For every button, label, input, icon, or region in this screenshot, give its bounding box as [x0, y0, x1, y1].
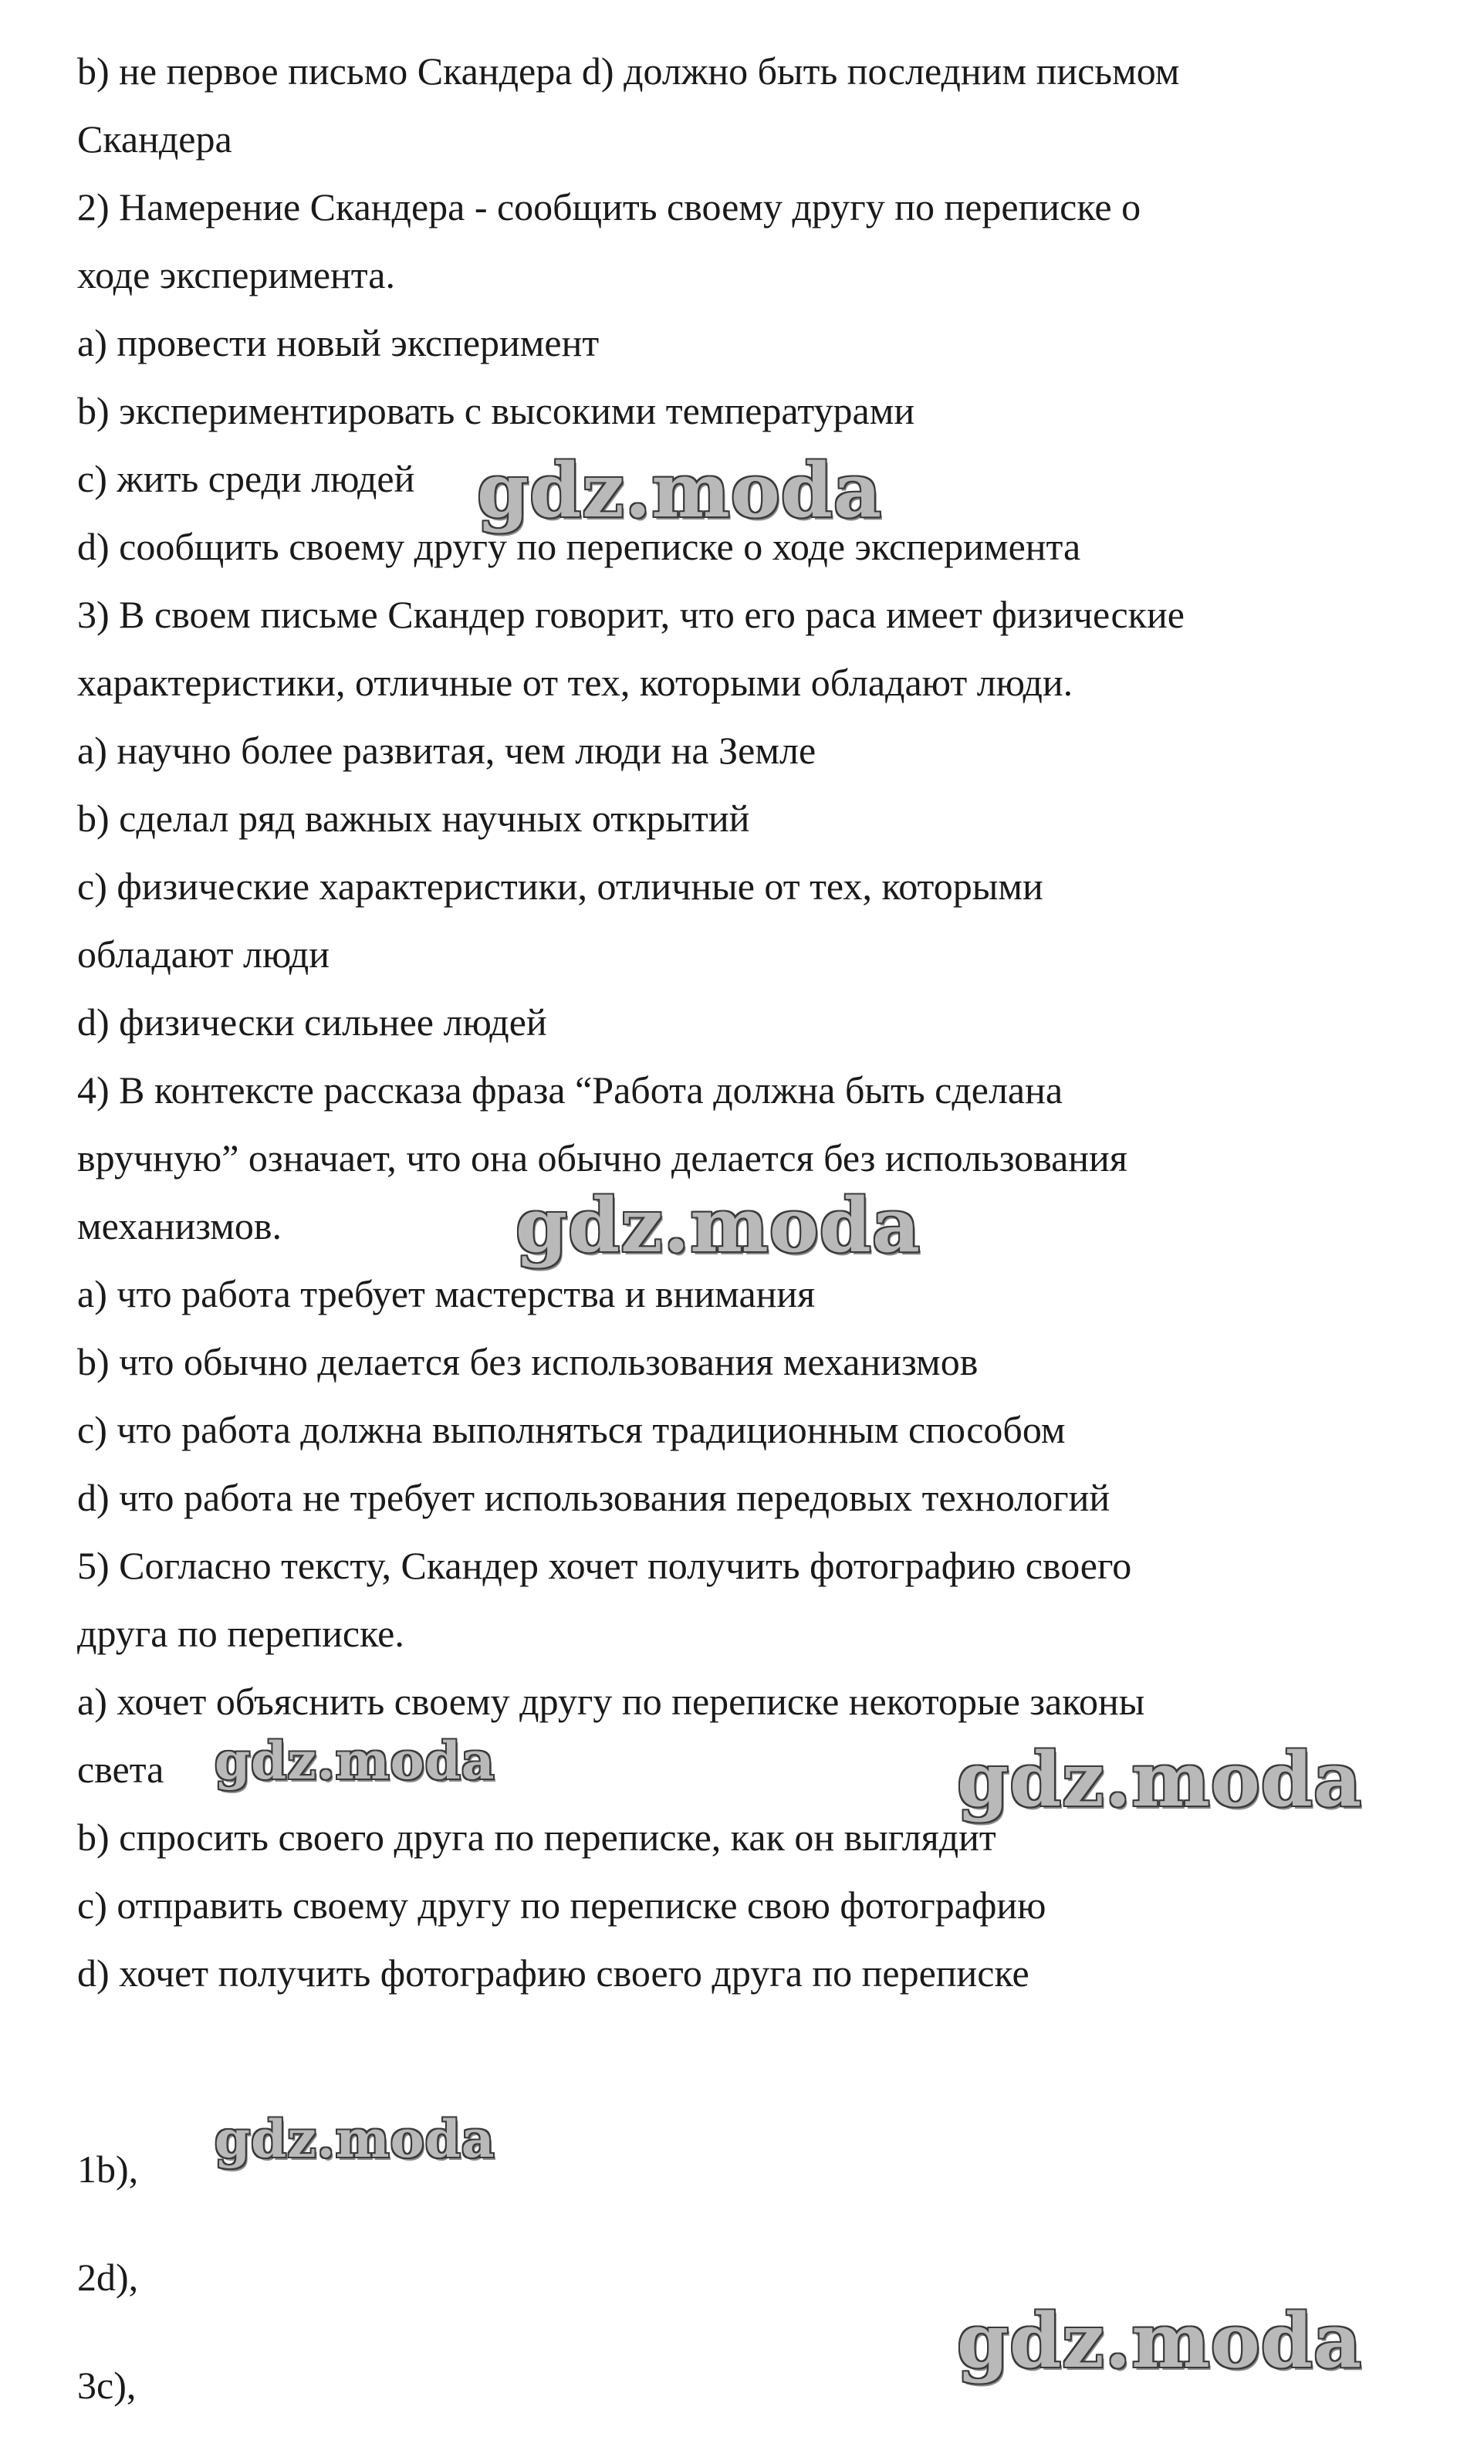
text-line: b) не первое письмо Скандера d) должно быть последним письмом — [77, 49, 1180, 93]
text-line: ходе эксперимента. — [77, 253, 395, 296]
question-4: 4) В контексте рассказа фраза “Работа должна быть сделана — [77, 1068, 1063, 1112]
question-2: 2) Намерение Скандера - сообщить своему другу по переписке о — [77, 185, 1141, 228]
watermark-logo: gdz.moda — [215, 1731, 495, 1791]
text-line: механизмов. — [77, 1204, 282, 1247]
option-line: c) отправить своему другу по переписке свою фотографию — [77, 1884, 1046, 1927]
option-line: c) физические характеристики, отличные от тех, которыми — [77, 865, 1043, 908]
option-line: b) сделал ряд важных научных открытий — [77, 797, 750, 840]
text-line: вручную” означает, что она обычно делается без использования — [77, 1136, 1127, 1180]
option-line: c) жить среди людей — [77, 457, 415, 500]
option-line: d) хочет получить фотографию своего друга по переписке — [77, 1951, 1029, 1995]
option-line: b) спросить своего друга по переписке, как он выглядит — [77, 1816, 996, 1859]
option-line: a) провести новый эксперимент — [77, 321, 600, 364]
text-line: обладают люди — [77, 932, 330, 976]
question-3: 3) В своем письме Скандер говорит, что его раса имеет физические — [77, 593, 1185, 636]
answer-line: 1b), — [77, 2148, 139, 2191]
watermark-logo: gdz.moda — [957, 2297, 1363, 2384]
answer-line: 3c), — [77, 2364, 137, 2407]
text-line: друга по переписке. — [77, 1612, 404, 1655]
watermark-logo: gdz.moda — [477, 447, 883, 534]
watermark-logo: gdz.moda — [516, 1182, 921, 1269]
option-line: b) экспериментировать с высокими температурами — [77, 389, 915, 432]
option-line: d) что работа не требует использования передовых технологий — [77, 1476, 1110, 1519]
text-line: характеристики, отличные от тех, которыми обладают люди. — [77, 661, 1073, 704]
option-line: b) что обычно делается без использования механизмов — [77, 1340, 979, 1383]
watermark-logo: gdz.moda — [215, 2109, 495, 2169]
answer-line: 2d), — [77, 2256, 139, 2299]
question-5: 5) Согласно тексту, Скандер хочет получить фотографию своего — [77, 1544, 1132, 1587]
text-line: Скандера — [77, 117, 232, 161]
option-line: a) научно более развитая, чем люди на Земле — [77, 729, 816, 772]
option-line: d) сообщить своему другу по переписке о ходе эксперимента — [77, 525, 1081, 568]
watermark-logo: gdz.moda — [957, 1736, 1363, 1823]
option-line: d) физически сильнее людей — [77, 1000, 547, 1044]
option-line: a) хочет объяснить своему другу по переписке некоторые законы — [77, 1680, 1145, 1723]
text-line: света — [77, 1748, 164, 1791]
option-line: c) что работа должна выполняться традиционным способом — [77, 1408, 1066, 1451]
option-line: a) что работа требует мастерства и внимания — [77, 1272, 816, 1315]
